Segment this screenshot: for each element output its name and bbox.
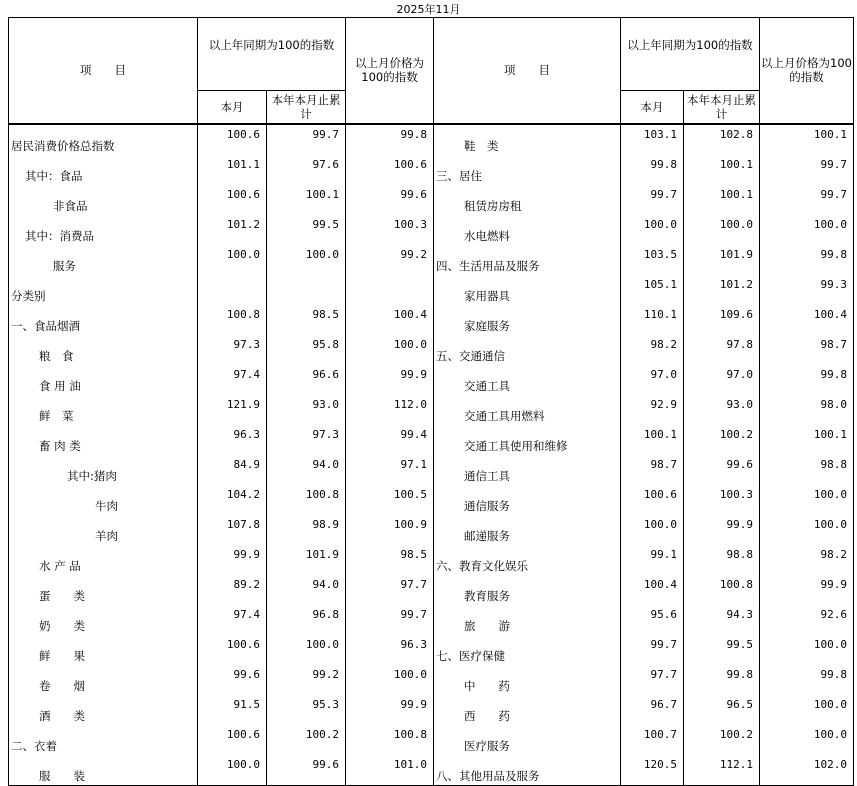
right-value-cumulative: 100.8 bbox=[684, 575, 760, 605]
right-value-mom: 100.0 bbox=[760, 485, 854, 515]
right-value-cumulative: 100.3 bbox=[684, 485, 760, 515]
left-value-month: 96.3 bbox=[198, 425, 267, 455]
right-value-cumulative: 99.9 bbox=[684, 515, 760, 545]
left-value-month: 100.8 bbox=[198, 305, 267, 335]
right-item-name: 水电燃料 bbox=[434, 215, 621, 245]
right-value-month: 110.1 bbox=[621, 305, 684, 335]
table-row bbox=[9, 275, 854, 305]
left-value-cumulative: 94.0 bbox=[267, 575, 346, 605]
left-value-cumulative: 97.3 bbox=[267, 425, 346, 455]
right-value-cumulative: 100.1 bbox=[684, 155, 760, 185]
right-item-name: 家庭服务 bbox=[434, 305, 621, 335]
right-value-month: 97.0 bbox=[621, 365, 684, 395]
right-value-mom: 100.4 bbox=[760, 305, 854, 335]
header-yoy-right: 以上年同期为100的指数 bbox=[621, 18, 760, 91]
left-item-name: 其中：消费品 bbox=[9, 215, 198, 245]
left-value-cumulative: 96.6 bbox=[267, 365, 346, 395]
table-row bbox=[9, 124, 854, 155]
left-item-name: 服 装 bbox=[9, 755, 198, 786]
left-value-cumulative: 96.8 bbox=[267, 605, 346, 635]
left-item-name: 居民消费价格总指数 bbox=[9, 124, 198, 155]
left-value-mom: 99.2 bbox=[346, 245, 434, 275]
left-item-name: 服务 bbox=[9, 245, 198, 275]
left-value-month: 97.3 bbox=[198, 335, 267, 365]
table-row bbox=[9, 635, 854, 665]
left-item-name: 粮 食 bbox=[9, 335, 198, 365]
left-item-name: 分类别 bbox=[9, 275, 198, 305]
table-row bbox=[9, 365, 854, 395]
header-mom-left: 以上月价格为100的指数 bbox=[346, 18, 434, 124]
left-value-mom: 101.0 bbox=[346, 755, 434, 786]
right-item-name: 中 药 bbox=[434, 665, 621, 695]
right-value-mom: 100.0 bbox=[760, 515, 854, 545]
left-value-mom: 99.9 bbox=[346, 365, 434, 395]
table-row bbox=[9, 605, 854, 635]
right-value-month: 96.7 bbox=[621, 695, 684, 725]
left-value-mom: 99.9 bbox=[346, 695, 434, 725]
left-value-month: 97.4 bbox=[198, 365, 267, 395]
left-value-cumulative: 100.8 bbox=[267, 485, 346, 515]
header-yoy-left: 以上年同期为100的指数 bbox=[198, 18, 346, 91]
right-item-name: 通信服务 bbox=[434, 485, 621, 515]
left-item-name: 奶 类 bbox=[9, 605, 198, 635]
left-value-mom: 100.9 bbox=[346, 515, 434, 545]
left-item-name: 其中:猪肉 bbox=[9, 455, 198, 485]
left-item-name: 非食品 bbox=[9, 185, 198, 215]
right-value-mom: 98.8 bbox=[760, 455, 854, 485]
right-value-cumulative: 93.0 bbox=[684, 395, 760, 425]
right-item-name: 交通工具 bbox=[434, 365, 621, 395]
left-item-name: 蛋 类 bbox=[9, 575, 198, 605]
right-value-cumulative: 109.6 bbox=[684, 305, 760, 335]
right-value-mom: 100.0 bbox=[760, 695, 854, 725]
right-value-cumulative: 100.0 bbox=[684, 215, 760, 245]
right-value-cumulative: 96.5 bbox=[684, 695, 760, 725]
left-value-cumulative: 100.0 bbox=[267, 245, 346, 275]
left-value-month: 100.6 bbox=[198, 124, 267, 155]
table-row bbox=[9, 545, 854, 575]
table-body bbox=[9, 124, 854, 786]
table-row bbox=[9, 665, 854, 695]
left-value-cumulative: 99.5 bbox=[267, 215, 346, 245]
left-item-name: 水 产 品 bbox=[9, 545, 198, 575]
right-item-name: 租赁房房租 bbox=[434, 185, 621, 215]
right-value-cumulative: 99.8 bbox=[684, 665, 760, 695]
right-value-cumulative: 112.1 bbox=[684, 755, 760, 786]
left-value-mom: 96.3 bbox=[346, 635, 434, 665]
left-value-cumulative: 98.5 bbox=[267, 305, 346, 335]
left-value-month: 100.0 bbox=[198, 245, 267, 275]
right-value-mom: 100.0 bbox=[760, 725, 854, 755]
right-value-cumulative: 98.8 bbox=[684, 545, 760, 575]
table-row bbox=[9, 335, 854, 365]
left-value-cumulative bbox=[267, 275, 346, 305]
left-value-cumulative: 95.8 bbox=[267, 335, 346, 365]
left-value-month: 100.6 bbox=[198, 635, 267, 665]
left-item-name: 其中：食品 bbox=[9, 155, 198, 185]
left-value-mom: 100.8 bbox=[346, 725, 434, 755]
left-value-mom: 97.1 bbox=[346, 455, 434, 485]
left-value-cumulative: 100.0 bbox=[267, 635, 346, 665]
header-item-right: 项 目 bbox=[434, 18, 621, 124]
right-value-mom: 102.0 bbox=[760, 755, 854, 786]
right-value-month: 98.2 bbox=[621, 335, 684, 365]
table-row bbox=[9, 305, 854, 335]
table-row bbox=[9, 515, 854, 545]
right-value-month: 92.9 bbox=[621, 395, 684, 425]
table-row bbox=[9, 155, 854, 185]
left-value-cumulative: 100.2 bbox=[267, 725, 346, 755]
right-item-name: 西 药 bbox=[434, 695, 621, 725]
left-value-mom: 100.5 bbox=[346, 485, 434, 515]
right-item-name: 五、交通通信 bbox=[434, 335, 621, 365]
right-item-name: 邮递服务 bbox=[434, 515, 621, 545]
left-item-name: 一、食品烟酒 bbox=[9, 305, 198, 335]
right-value-mom: 99.3 bbox=[760, 275, 854, 305]
right-item-name: 四、生活用品及服务 bbox=[434, 245, 621, 275]
left-value-mom: 99.7 bbox=[346, 605, 434, 635]
right-item-name: 医疗服务 bbox=[434, 725, 621, 755]
right-value-month: 103.5 bbox=[621, 245, 684, 275]
left-value-cumulative: 95.3 bbox=[267, 695, 346, 725]
right-value-cumulative: 100.1 bbox=[684, 185, 760, 215]
left-item-name: 酒 类 bbox=[9, 695, 198, 725]
left-value-month: 89.2 bbox=[198, 575, 267, 605]
table-row bbox=[9, 425, 854, 455]
right-value-mom: 98.7 bbox=[760, 335, 854, 365]
right-item-name: 三、居住 bbox=[434, 155, 621, 185]
left-value-cumulative: 101.9 bbox=[267, 545, 346, 575]
left-item-name: 畜 肉 类 bbox=[9, 425, 198, 455]
left-value-mom: 97.7 bbox=[346, 575, 434, 605]
header-item-left: 项 目 bbox=[9, 18, 198, 124]
left-value-mom: 100.4 bbox=[346, 305, 434, 335]
left-value-cumulative: 100.1 bbox=[267, 185, 346, 215]
left-value-mom: 99.8 bbox=[346, 124, 434, 155]
right-value-cumulative: 94.3 bbox=[684, 605, 760, 635]
cpi-table bbox=[8, 17, 854, 786]
right-value-mom: 98.0 bbox=[760, 395, 854, 425]
left-value-month: 107.8 bbox=[198, 515, 267, 545]
left-item-name: 牛肉 bbox=[9, 485, 198, 515]
left-value-cumulative: 99.2 bbox=[267, 665, 346, 695]
right-item-name: 教育服务 bbox=[434, 575, 621, 605]
right-value-mom: 99.9 bbox=[760, 575, 854, 605]
right-item-name: 交通工具使用和维修 bbox=[434, 425, 621, 455]
left-value-month: 100.0 bbox=[198, 755, 267, 786]
left-value-month: 99.6 bbox=[198, 665, 267, 695]
header-month-right: 本月 bbox=[621, 91, 684, 124]
right-value-month: 100.0 bbox=[621, 215, 684, 245]
right-value-cumulative: 100.2 bbox=[684, 425, 760, 455]
header-cumulative-left: 本年本月止累计 bbox=[267, 91, 346, 124]
right-value-month: 100.6 bbox=[621, 485, 684, 515]
left-item-name: 食 用 油 bbox=[9, 365, 198, 395]
right-value-month: 105.1 bbox=[621, 275, 684, 305]
right-value-cumulative: 101.9 bbox=[684, 245, 760, 275]
left-value-month: 100.6 bbox=[198, 725, 267, 755]
left-value-month: 100.6 bbox=[198, 185, 267, 215]
right-value-mom: 100.1 bbox=[760, 124, 854, 155]
table-row bbox=[9, 455, 854, 485]
left-value-month: 84.9 bbox=[198, 455, 267, 485]
right-value-mom: 99.8 bbox=[760, 365, 854, 395]
right-value-month: 95.6 bbox=[621, 605, 684, 635]
table-row bbox=[9, 725, 854, 755]
report-period: 2025年11月 bbox=[396, 3, 461, 16]
right-item-name: 鞋 类 bbox=[434, 124, 621, 155]
table-row bbox=[9, 575, 854, 605]
left-value-mom: 112.0 bbox=[346, 395, 434, 425]
left-item-name: 鲜 菜 bbox=[9, 395, 198, 425]
right-value-month: 99.7 bbox=[621, 185, 684, 215]
header-mom-right: 以上月价格为100的指数 bbox=[760, 18, 854, 124]
left-value-cumulative: 94.0 bbox=[267, 455, 346, 485]
right-value-month: 99.8 bbox=[621, 155, 684, 185]
right-value-cumulative: 99.5 bbox=[684, 635, 760, 665]
right-value-month: 100.1 bbox=[621, 425, 684, 455]
right-value-mom: 99.7 bbox=[760, 185, 854, 215]
right-value-cumulative: 97.8 bbox=[684, 335, 760, 365]
table-row bbox=[9, 485, 854, 515]
right-value-mom: 100.0 bbox=[760, 635, 854, 665]
right-value-mom: 100.0 bbox=[760, 215, 854, 245]
left-value-month: 101.1 bbox=[198, 155, 267, 185]
right-value-month: 99.1 bbox=[621, 545, 684, 575]
right-item-name: 通信工具 bbox=[434, 455, 621, 485]
left-item-name: 卷 烟 bbox=[9, 665, 198, 695]
right-item-name: 六、教育文化娱乐 bbox=[434, 545, 621, 575]
left-value-mom: 100.6 bbox=[346, 155, 434, 185]
left-value-month bbox=[198, 275, 267, 305]
left-value-mom: 98.5 bbox=[346, 545, 434, 575]
left-item-name: 羊肉 bbox=[9, 515, 198, 545]
header-cumulative-right: 本年本月止累计 bbox=[684, 91, 760, 124]
left-value-month: 101.2 bbox=[198, 215, 267, 245]
right-value-mom: 99.7 bbox=[760, 155, 854, 185]
left-value-cumulative: 99.6 bbox=[267, 755, 346, 786]
table-row bbox=[9, 245, 854, 275]
left-value-mom bbox=[346, 275, 434, 305]
left-value-cumulative: 99.7 bbox=[267, 124, 346, 155]
table-row bbox=[9, 185, 854, 215]
right-item-name: 八、其他用品及服务 bbox=[434, 755, 621, 786]
left-value-month: 104.2 bbox=[198, 485, 267, 515]
left-value-mom: 100.0 bbox=[346, 335, 434, 365]
left-value-mom: 100.3 bbox=[346, 215, 434, 245]
right-value-cumulative: 102.8 bbox=[684, 124, 760, 155]
right-value-month: 120.5 bbox=[621, 755, 684, 786]
left-value-mom: 100.0 bbox=[346, 665, 434, 695]
right-value-mom: 100.1 bbox=[760, 425, 854, 455]
right-value-cumulative: 101.2 bbox=[684, 275, 760, 305]
left-value-month: 97.4 bbox=[198, 605, 267, 635]
table-row bbox=[9, 695, 854, 725]
left-item-name: 二、衣着 bbox=[9, 725, 198, 755]
left-value-mom: 99.6 bbox=[346, 185, 434, 215]
right-value-mom: 99.8 bbox=[760, 245, 854, 275]
left-value-month: 91.5 bbox=[198, 695, 267, 725]
right-value-month: 100.0 bbox=[621, 515, 684, 545]
right-value-month: 100.4 bbox=[621, 575, 684, 605]
right-item-name: 旅 游 bbox=[434, 605, 621, 635]
right-value-mom: 99.8 bbox=[760, 665, 854, 695]
right-item-name: 交通工具用燃料 bbox=[434, 395, 621, 425]
left-value-month: 99.9 bbox=[198, 545, 267, 575]
right-value-cumulative: 100.2 bbox=[684, 725, 760, 755]
left-value-cumulative: 93.0 bbox=[267, 395, 346, 425]
right-value-cumulative: 99.6 bbox=[684, 455, 760, 485]
right-item-name: 七、医疗保健 bbox=[434, 635, 621, 665]
left-value-cumulative: 97.6 bbox=[267, 155, 346, 185]
left-value-mom: 99.4 bbox=[346, 425, 434, 455]
table-row bbox=[9, 395, 854, 425]
right-value-month: 98.7 bbox=[621, 455, 684, 485]
right-value-month: 99.7 bbox=[621, 635, 684, 665]
right-value-mom: 92.6 bbox=[760, 605, 854, 635]
left-item-name: 鲜 果 bbox=[9, 635, 198, 665]
right-value-cumulative: 97.0 bbox=[684, 365, 760, 395]
right-item-name: 家用器具 bbox=[434, 275, 621, 305]
right-value-mom: 98.2 bbox=[760, 545, 854, 575]
right-value-month: 97.7 bbox=[621, 665, 684, 695]
header-month-left: 本月 bbox=[198, 91, 267, 124]
right-value-month: 103.1 bbox=[621, 124, 684, 155]
left-value-cumulative: 98.9 bbox=[267, 515, 346, 545]
right-value-month: 100.7 bbox=[621, 725, 684, 755]
left-value-month: 121.9 bbox=[198, 395, 267, 425]
table-row bbox=[9, 215, 854, 245]
